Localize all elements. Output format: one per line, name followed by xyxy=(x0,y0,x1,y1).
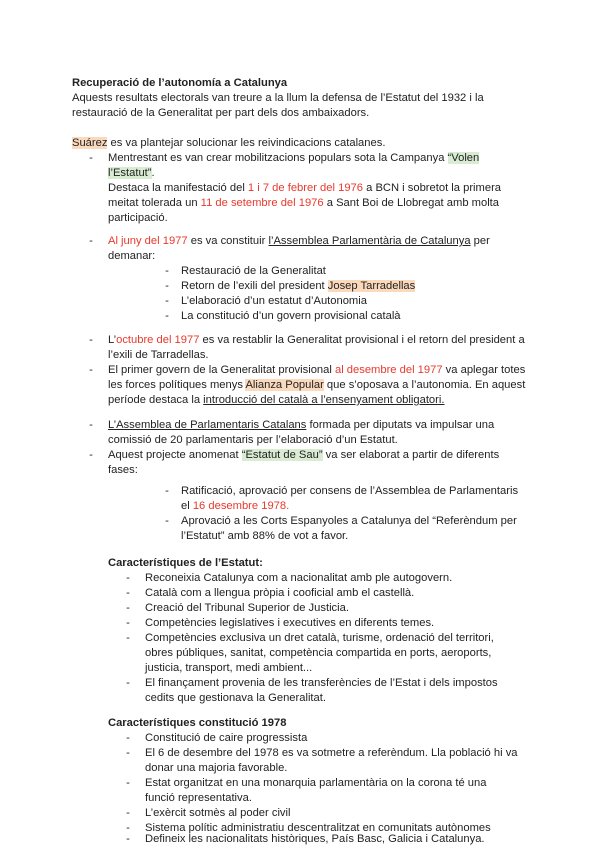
list-item-cont: l’Estatut”. xyxy=(108,167,155,179)
bullet-dash: - xyxy=(89,334,93,346)
bullet-dash: - xyxy=(126,602,130,614)
list-item: Al juny del 1977 es va constituir l’Assemblea Parlamentària de Catalunya per xyxy=(108,235,490,247)
list-item-cont: fases: xyxy=(108,464,138,476)
underlined-text: L’Assemblea de Parlamentaris Catalans xyxy=(108,419,307,431)
underlined-text: introducció del català a l’ensenyament obligatori. xyxy=(203,394,445,406)
list-item: Creació del Tribunal Superior de Justicia. xyxy=(145,602,349,614)
bullet-dash: - xyxy=(89,364,93,376)
bullet-dash: - xyxy=(89,449,93,461)
date-highlight: al desembre del 1977 xyxy=(334,364,443,376)
list-item-cont: Destaca la manifestació del 1 i 7 de febrer del 1976 a BCN i sobretot la primera xyxy=(108,182,502,194)
list-item: Català com a llengua pròpia i cooficial amb el castellà. xyxy=(145,587,415,599)
page-title: Recuperació de l’autonomía a Catalunya xyxy=(72,77,288,89)
list-item-cont: l’exili de Tarradellas. xyxy=(108,349,209,361)
list-item: L’Assemblea de Parlamentaris Catalans formada per diputats va impulsar una xyxy=(108,419,495,431)
highlight-tarradellas: Josep Tarradellas xyxy=(327,280,416,292)
list-item: Mentrestant es van crear mobilitzacions populars sota la Campanya “Volen xyxy=(108,152,480,164)
bullet-dash: - xyxy=(89,419,93,431)
bullet-dash: - xyxy=(165,295,169,307)
list-item: Aquest projecte anomenat “Estatut de Sau” va ser elaborat a partir de diferents xyxy=(108,449,500,461)
list-item-cont: funció representativa. xyxy=(145,792,252,804)
list-item: Constitució de caire progressista xyxy=(145,732,308,744)
bullet-dash: - xyxy=(165,280,169,292)
date-highlight: octubre del 1977 xyxy=(116,334,200,346)
highlight-sau: “Estatut de Sau” xyxy=(241,449,323,461)
sub-list-item: L’elaboració d’un estatut d’Autonomia xyxy=(181,295,367,307)
list-item: L’exèrcit sotmès al poder civil xyxy=(145,807,291,819)
bullet-dash: - xyxy=(165,310,169,322)
bullet-dash: - xyxy=(126,572,130,584)
sub-list-item: Ratificació, aprovació per consens de l’Assemblea de Parlamentaris xyxy=(181,485,519,497)
bullet-dash: - xyxy=(89,152,93,164)
sub-list-item: Retorn de l’exili del president Josep Tarradellas xyxy=(181,280,416,292)
list-item-cont: període destaca la introducció del català a l’ensenyament obligatori. xyxy=(108,394,445,406)
bullet-dash: - xyxy=(89,235,93,247)
list-item-cont: justicia, transport, medi ambient... xyxy=(145,662,313,674)
bullet-dash: - xyxy=(165,485,169,497)
list-item: El primer govern de la Generalitat provisional al desembre del 1977 va aplegar totes xyxy=(108,364,526,376)
list-item-cont: donar una majoria favorable. xyxy=(145,762,288,774)
list-item: Defineix les nacionalitats històriques, País Basc, Galicia i Catalunya. xyxy=(145,833,485,845)
list-item-cont: participació. xyxy=(108,212,168,224)
list-item: L’octubre del 1977 es va restablir la Generalitat provisional i el retorn del president a xyxy=(108,334,525,346)
bullet-dash: - xyxy=(126,822,130,834)
sub-list-item: Aprovació a les Corts Espanyoles a Catalunya del “Referèndum per xyxy=(181,515,517,527)
list-item: El 6 de desembre del 1978 es va sotmetre a referèndum. Lla població hi va xyxy=(145,747,518,759)
bullet-dash: - xyxy=(126,747,130,759)
highlight-volen: “Volen xyxy=(447,152,480,164)
bullet-dash: - xyxy=(126,677,130,689)
list-item: El finançament provenia de les transferències de l’Estat i dels impostos xyxy=(145,677,498,689)
date-highlight: 11 de setembre del 1976 xyxy=(200,197,324,209)
list-item: Competències exclusiva un dret català, turisme, ordenació del territori, xyxy=(145,632,494,644)
list-item: Reconeixia Catalunya com a nacionalitat amb ple autogovern. xyxy=(145,572,453,584)
date-highlight: Al juny del 1977 xyxy=(108,235,188,247)
list-item-cont: les forces polítiques menys Alianza Popular que s’oposava a l’autonomia. En aquest xyxy=(108,379,526,391)
list-item-cont: cedits que gestionava la Generalitat. xyxy=(145,692,326,704)
highlight-suarez: Suárez xyxy=(72,137,108,149)
intro-line: restauració de la Generalitat per part dels dos ambaixadors. xyxy=(72,107,370,119)
list-item-cont: meitat tolerada un 11 de setembre del 1976 a Sant Boi de Llobregat amb molta xyxy=(108,197,500,209)
sub-list-item-cont: el 16 desembre 1978. xyxy=(181,500,290,512)
bullet-dash: - xyxy=(126,632,130,644)
section-heading-constitucio: Característiques constitució 1978 xyxy=(108,717,287,729)
bullet-dash: - xyxy=(126,777,130,789)
bullet-dash: - xyxy=(126,587,130,599)
date-highlight: 1 i 7 de febrer del 1976 xyxy=(247,182,363,194)
underlined-text: l’Assemblea Parlamentària de Catalunya xyxy=(268,235,471,247)
sub-list-item-cont: l’Estatut” amb 88% de vot a favor. xyxy=(181,530,349,542)
section-heading-estatut: Característiques de l’Estatut: xyxy=(108,557,263,569)
bullet-dash: - xyxy=(126,617,130,629)
sub-list-item: Restauració de la Generalitat xyxy=(181,265,326,277)
list-item: Competències legislatives i executives en diferents temes. xyxy=(145,617,435,629)
intro-line: Aquests resultats electorals van treure a la llum la defensa de l’Estatut del 1932 i la xyxy=(72,92,484,104)
suarez-paragraph: Suárez es va plantejar solucionar les reivindicacions catalanes. xyxy=(72,137,386,149)
list-item-cont: comissió de 20 parlamentaris per l’elaboració d’un Estatut. xyxy=(108,434,398,446)
sub-list-item: La constitució d’un govern provisional català xyxy=(181,310,401,322)
list-item: Estat organitzat en una monarquia parlamentària on la corona té una xyxy=(145,777,487,789)
date-highlight: 16 desembre 1978. xyxy=(192,500,290,512)
list-item: Sistema polític administratiu descentralitzat en comunitats autònomes xyxy=(145,822,491,834)
bullet-dash: - xyxy=(165,265,169,277)
highlight-alianza: Alianza Popular xyxy=(245,379,324,391)
bullet-dash: - xyxy=(126,732,130,744)
highlight-estatut: l’Estatut” xyxy=(108,167,152,179)
list-item-cont: obres públiques, sanitat, competència compartida en ports, aeroports, xyxy=(145,647,492,659)
bullet-dash: - xyxy=(126,807,130,819)
bullet-dash: - xyxy=(165,515,169,527)
bullet-dash: - xyxy=(126,833,130,845)
list-item-cont: demanar: xyxy=(108,250,156,262)
